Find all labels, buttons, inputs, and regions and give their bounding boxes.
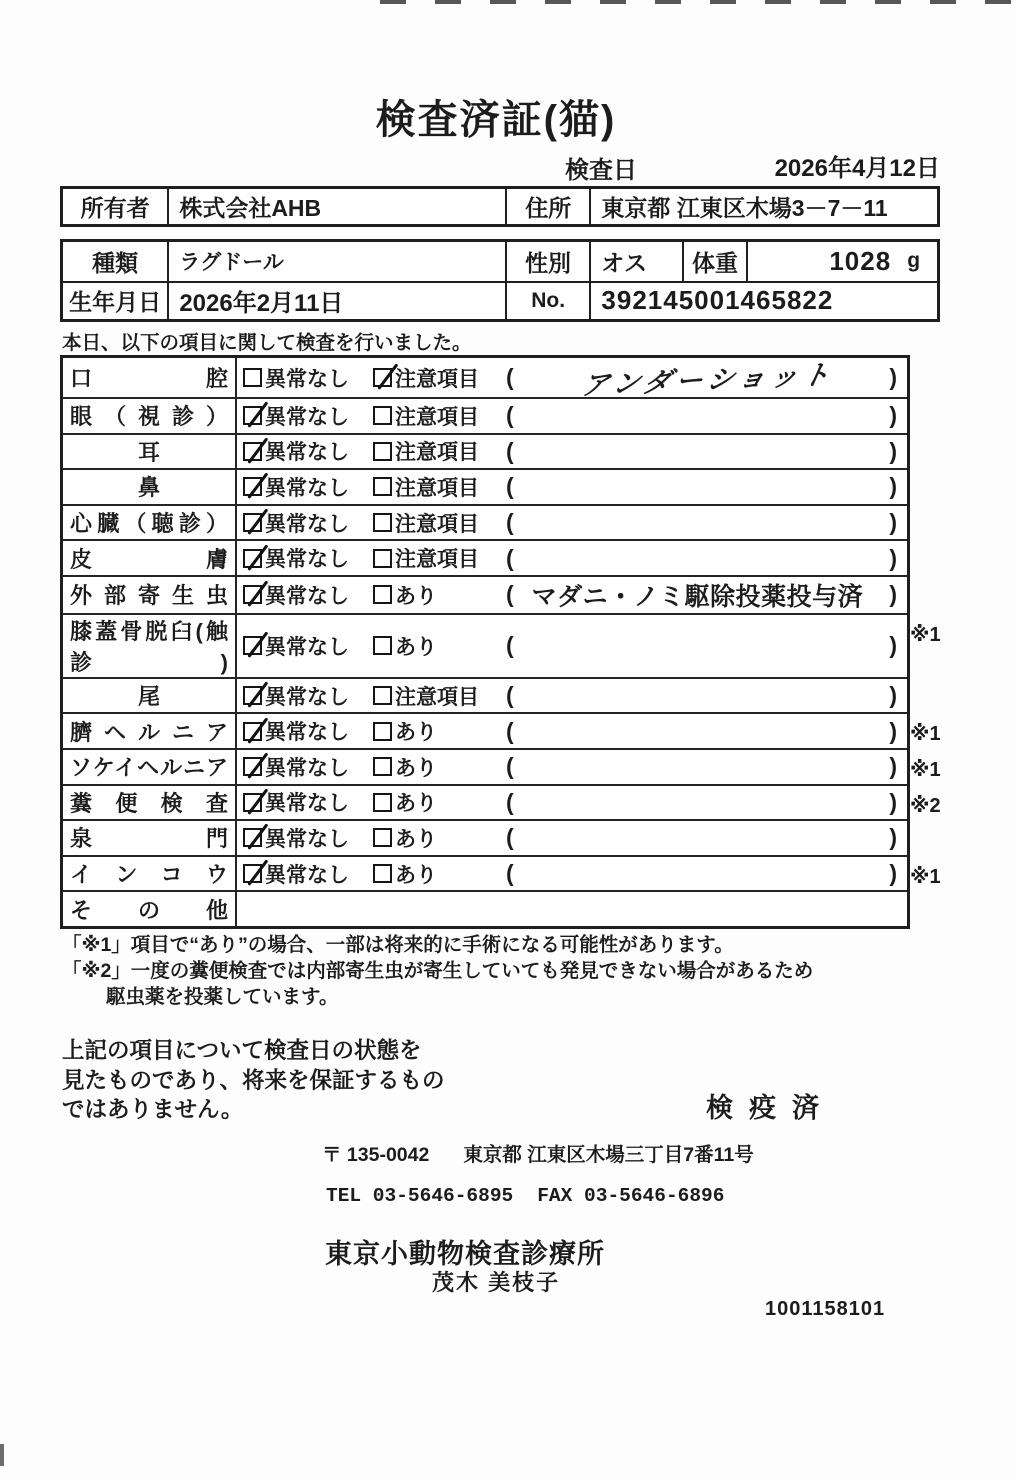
inspection-date-label: 検査日 [565, 157, 637, 184]
weight-value [746, 242, 937, 281]
checkbox-icon [373, 686, 392, 705]
checkbox-icon [243, 636, 262, 655]
checkbox-icon [243, 513, 262, 532]
checkbox-icon [373, 864, 392, 883]
option-attention [373, 508, 506, 538]
no-label: No. [505, 283, 589, 320]
exam-row [63, 575, 907, 613]
open-paren: ( [506, 788, 514, 815]
option-label: 異常なし [265, 476, 349, 500]
checkbox-icon [243, 368, 262, 387]
option-attention [373, 363, 506, 393]
checkbox-icon [243, 757, 262, 776]
footnote-ref: ※2 [910, 794, 941, 817]
option-no-abnormality [243, 787, 373, 817]
option-label: 異常なし [265, 584, 349, 608]
option-label: 異常なし [265, 721, 349, 745]
option-label: 異常なし [265, 863, 349, 887]
exam-item-result [237, 857, 907, 891]
exam-row [63, 397, 907, 433]
exam-item-result [237, 358, 907, 401]
option-no-abnormality [243, 631, 373, 661]
open-paren: ( [506, 824, 514, 851]
open-paren: ( [506, 509, 514, 536]
owner-label: 所有者 [80, 195, 150, 221]
disclaimer-line-3: ではありません。 [62, 1097, 244, 1122]
footnote-ref: ※1 [910, 865, 941, 888]
remark-value: アンダーショット [578, 359, 838, 401]
exam-intro-text: 本日、以下の項目に関して検査を行いました。 [62, 332, 472, 354]
tel-number: TEL 03-5646-6895 [326, 1185, 514, 1207]
exam-item-result [237, 399, 907, 433]
close-paren: ) [889, 860, 897, 887]
owner-table [60, 186, 940, 227]
option-label: 注意項目 [395, 441, 479, 465]
sex-value: オス [589, 242, 681, 281]
clinic-address-line [322, 1139, 754, 1167]
open-paren: ( [506, 753, 514, 780]
open-paren: ( [506, 632, 514, 659]
close-paren: ) [889, 402, 897, 429]
option-label: 異常なし [265, 792, 349, 816]
exam-row [63, 819, 907, 855]
option-label: 注意項目 [395, 685, 479, 709]
exam-row [63, 468, 907, 504]
checkbox-icon [243, 549, 262, 568]
fax-number: FAX 03-5646-6896 [537, 1185, 725, 1207]
clinic-name: 東京小動物検査診療所 [325, 1239, 605, 1269]
address-label: 住所 [505, 189, 589, 224]
dob-value: 2026年2月11日 [167, 283, 505, 320]
close-paren: ) [889, 509, 897, 536]
remark-value: マダニ・ノミ駆除投薬投与済 [531, 582, 864, 611]
option-attention [373, 401, 506, 431]
option-attention [373, 716, 506, 746]
open-paren: ( [506, 364, 514, 390]
checkbox-icon [373, 406, 392, 425]
exam-item-label: 尾 [63, 679, 237, 713]
dob-label: 生年月日 [69, 289, 162, 316]
close-paren: ) [889, 632, 897, 659]
quarantine-passed-stamp: 検疫済 [706, 1093, 835, 1123]
option-no-abnormality [243, 363, 373, 393]
close-paren: ) [889, 437, 897, 464]
close-paren: ) [889, 788, 897, 815]
exam-row [63, 677, 907, 713]
option-no-abnormality [243, 823, 373, 853]
checkbox-icon [243, 442, 262, 461]
clinic-phone-line [326, 1185, 724, 1207]
serial-number: 1001158101 [765, 1298, 886, 1320]
option-label: あり [395, 721, 437, 745]
checkbox-icon [373, 513, 392, 532]
no-value: 392145001465822 [589, 283, 937, 320]
checkbox-icon [373, 722, 392, 741]
option-label: 異常なし [265, 548, 349, 572]
exam-row [63, 504, 907, 540]
checkbox-icon [243, 793, 262, 812]
checkbox-icon [373, 585, 392, 604]
option-attention [373, 787, 506, 817]
option-label: 注意項目 [395, 548, 479, 572]
owner-value: 株式会社AHB [167, 189, 505, 224]
checkbox-icon [243, 406, 262, 425]
option-attention [373, 631, 506, 661]
option-label: 異常なし [265, 827, 349, 851]
weight-number: 1028 [829, 245, 892, 276]
exam-row [63, 748, 941, 784]
close-paren: ) [889, 364, 897, 390]
exam-row [63, 539, 907, 575]
option-label: あり [395, 584, 437, 608]
checkbox-icon [373, 636, 392, 655]
option-no-abnormality [243, 508, 373, 538]
exam-row [63, 433, 907, 469]
exam-item-result [237, 541, 907, 575]
breed-value: ラグドール [167, 242, 505, 281]
sex-label: 性別 [505, 242, 589, 281]
footnote-2-cont: 駆虫薬を投薬しています。 [106, 986, 339, 1008]
close-paren: ) [889, 753, 897, 780]
exam-item-label: 心臓（聴診） [63, 506, 237, 540]
checkbox-icon [373, 757, 392, 776]
close-paren: ) [889, 682, 897, 709]
checkbox-icon [243, 864, 262, 883]
option-label: 異常なし [265, 512, 349, 536]
footnote-2: 「※2」一度の糞便検査では内部寄生虫が寄生していても発見できない場合があるため [62, 960, 814, 982]
address-value: 東京都 江東区木場3－7－11 [589, 189, 937, 224]
exam-item-label: 耳 [63, 435, 237, 469]
exam-row [63, 613, 941, 677]
option-attention [373, 823, 506, 853]
examination-table [60, 355, 941, 929]
exam-item-result [237, 714, 907, 748]
option-attention [373, 681, 506, 711]
exam-item-label: 鼻 [63, 470, 237, 504]
exam-item-result [237, 435, 907, 469]
option-no-abnormality [243, 436, 373, 466]
exam-item-result [237, 679, 907, 713]
exam-item-label: その他 [63, 892, 237, 926]
exam-item-label: 皮膚 [63, 541, 237, 575]
exam-item-result [237, 786, 907, 820]
open-paren: ( [506, 717, 514, 744]
clinic-address: 東京都 江東区木場三丁目7番11号 [463, 1144, 754, 1166]
exam-item-result [237, 892, 907, 926]
pet-table [60, 239, 940, 322]
footnote-ref: ※1 [910, 623, 941, 646]
open-paren: ( [506, 402, 514, 429]
exam-row [63, 890, 907, 926]
exam-row [63, 855, 941, 891]
option-label: あり [395, 635, 437, 659]
exam-item-result [237, 506, 907, 540]
checkbox-icon [373, 828, 392, 847]
option-label: あり [395, 827, 437, 851]
open-paren: ( [506, 581, 514, 608]
option-no-abnormality [243, 401, 373, 431]
exam-item-label: 眼（視診） [63, 399, 237, 433]
option-label: 異常なし [265, 635, 349, 659]
exam-item-label: 糞便検査 [63, 786, 237, 820]
exam-row [63, 358, 907, 401]
close-paren: ) [889, 824, 897, 851]
option-label: あり [395, 863, 437, 887]
checkbox-icon [243, 477, 262, 496]
exam-item-label: インコウ [63, 857, 237, 891]
option-no-abnormality [243, 472, 373, 502]
exam-item-label: 泉門 [63, 821, 237, 855]
option-attention [373, 580, 506, 610]
open-paren: ( [506, 437, 514, 464]
footnote-1: 「※1」項目で“あり”の場合、一部は将来的に手術になる可能性があります。 [62, 934, 734, 956]
exam-item-label: 臍ヘルニア [63, 714, 237, 748]
checkbox-icon [373, 368, 392, 387]
close-paren: ) [889, 581, 897, 608]
breed-label: 種類 [92, 249, 139, 276]
option-label: 注意項目 [395, 367, 479, 391]
option-attention [373, 472, 506, 502]
option-label: あり [395, 792, 437, 816]
checkbox-icon [243, 686, 262, 705]
disclaimer-line-2: 見たものであり、将来を保証するもの [62, 1067, 445, 1093]
checkbox-icon [373, 549, 392, 568]
close-paren: ) [889, 717, 897, 744]
checkbox-icon [373, 793, 392, 812]
option-no-abnormality [243, 716, 373, 746]
open-paren: ( [506, 544, 514, 571]
option-no-abnormality [243, 681, 373, 711]
footnote-ref: ※1 [910, 759, 941, 782]
checkbox-icon [243, 828, 262, 847]
open-paren: ( [506, 473, 514, 500]
exam-item-label: 膝蓋骨脱臼(触診) [63, 615, 237, 677]
weight-unit: g [907, 249, 922, 273]
footnotes [62, 932, 813, 1010]
option-attention [373, 859, 506, 889]
exam-item-result [237, 470, 907, 504]
checkbox-icon [243, 585, 262, 604]
inspection-date-value: 2026年4月12日 [774, 155, 940, 182]
scan-artifact-left [0, 1444, 4, 1466]
option-label: 異常なし [265, 685, 349, 709]
option-no-abnormality [243, 752, 373, 782]
exam-item-label: 外部寄生虫 [63, 577, 237, 613]
exam-item-result [237, 615, 907, 677]
option-label: 注意項目 [395, 512, 479, 536]
option-no-abnormality [243, 580, 373, 610]
option-no-abnormality [243, 543, 373, 573]
option-label: 異常なし [265, 756, 349, 780]
weight-label: 体重 [682, 242, 747, 281]
scan-artifact-top [380, 0, 1016, 4]
option-label: 注意項目 [395, 476, 479, 500]
exam-item-result [237, 750, 907, 784]
exam-item-result [237, 577, 907, 613]
option-no-abnormality [243, 859, 373, 889]
disclaimer-statement [62, 1036, 445, 1125]
checkbox-icon [243, 722, 262, 741]
option-label: 異常なし [265, 405, 349, 429]
option-label: あり [395, 756, 437, 780]
footnote-ref: ※1 [910, 723, 941, 746]
exam-row [63, 784, 941, 820]
close-paren: ) [889, 473, 897, 500]
examiner-name: 茂木 美枝子 [432, 1270, 561, 1295]
option-label: 異常なし [265, 441, 349, 465]
option-label: 異常なし [265, 367, 349, 391]
document-title: 検査済証(猫) [375, 98, 617, 142]
close-paren: ) [889, 544, 897, 571]
option-attention [373, 752, 506, 782]
checkbox-icon [373, 477, 392, 496]
option-attention [373, 543, 506, 573]
exam-item-label: 口腔 [63, 358, 237, 397]
exam-row [63, 712, 941, 748]
exam-item-label: ソケイヘルニア [63, 750, 237, 784]
open-paren: ( [506, 860, 514, 887]
disclaimer-line-1: 上記の項目について検査日の状態を [62, 1038, 422, 1063]
open-paren: ( [506, 682, 514, 709]
option-label: 注意項目 [395, 405, 479, 429]
postal-code: 〒 135-0042 [322, 1144, 430, 1166]
checkbox-icon [373, 442, 392, 461]
option-attention [373, 436, 506, 466]
exam-item-result [237, 821, 907, 855]
